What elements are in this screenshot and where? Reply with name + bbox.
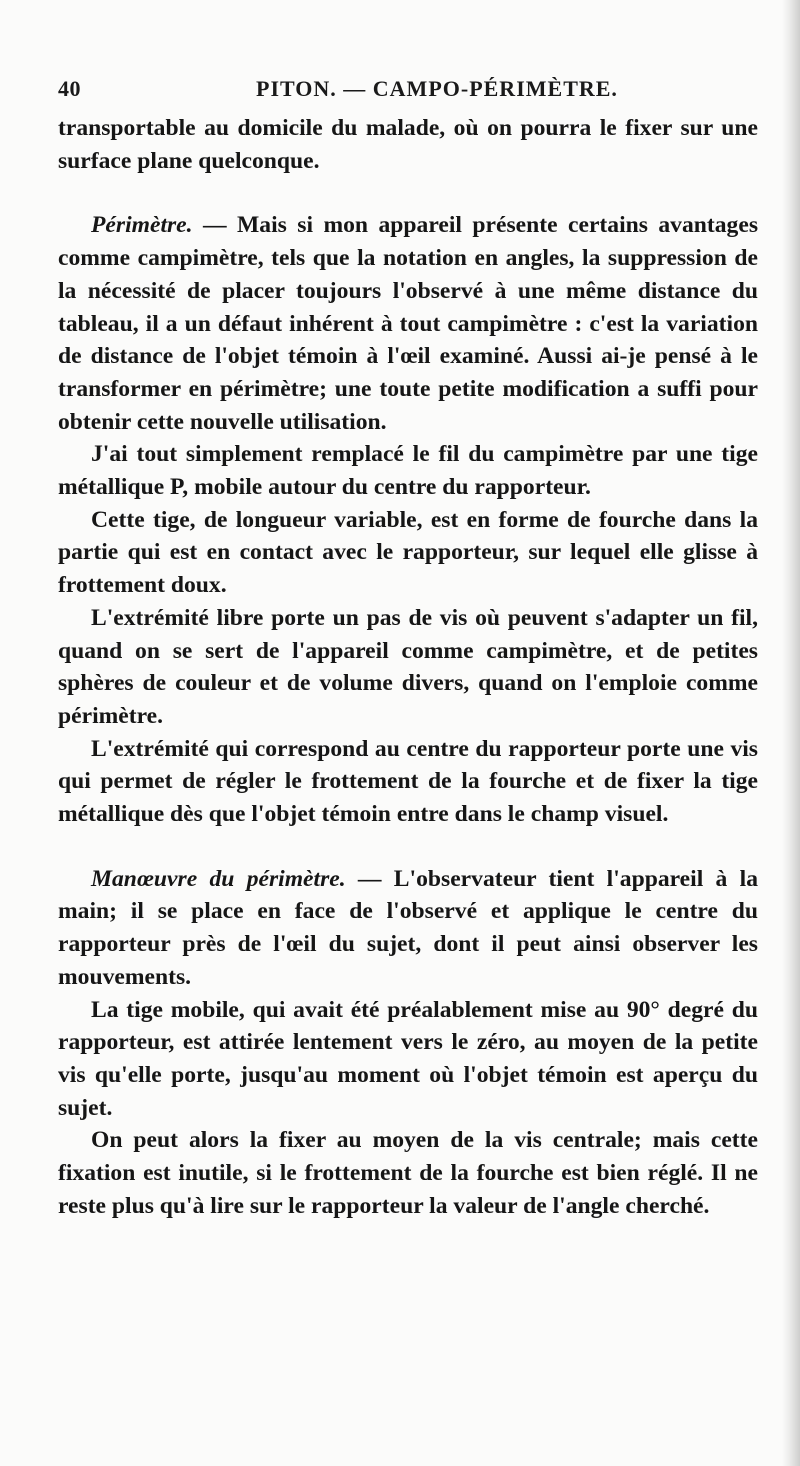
- paragraph-5: [58, 602, 758, 733]
- section-heading-manoeuvre: Manœuvre du périmètre.: [91, 865, 346, 892]
- paragraph-3-text: J'ai tout simplement remplacé le fil du campimètre par une tige métallique P, mobile autour du centre du rapporteur.: [58, 441, 758, 501]
- paragraph-9-text: On peut alors la fixer au moyen de la vis centrale; mais cette fixation est inutile, si le frottement de la fourche est bien réglé. Il ne reste plus qu'à lire sur le rapporteur la valeur de l'angle cherché.: [58, 1127, 758, 1219]
- paragraph-3: [58, 438, 758, 503]
- paragraph-6-text: L'extrémité qui correspond au centre du rapporteur porte une vis qui permet de régler le frottement de la fourche et de fixer la tige métallique dès que l'objet témoin entre dans le champ visuel.: [58, 735, 758, 828]
- paragraph-manoeuvre: [58, 863, 758, 994]
- page-header: [58, 76, 758, 106]
- paragraph-9: [58, 1124, 758, 1222]
- paragraph-8-text: La tige mobile, qui avait été préalablement mise au 90° degré du rapporteur, est attirée lentement vers le zéro, au moyen de la petite vis qu'elle porte, jusqu'au moment où l'objet témoin est aperçu du sujet.: [58, 996, 758, 1121]
- paragraph-manoeuvre-text: — L'observateur tient l'appareil à la main; il se place en face de l'observé et applique le centre du rapporteur près de l'œil du sujet, dont il peut ainsi observer les mouvements.: [58, 865, 758, 990]
- paragraph-perimetre: [58, 209, 758, 438]
- section-heading-perimetre: Périmètre.: [91, 212, 193, 239]
- paragraph-1-text: transportable au domicile du malade, où on pourra le fixer sur une surface plane quelconque.: [58, 115, 758, 174]
- page-number: 40: [58, 76, 81, 101]
- paragraph-6: [58, 733, 758, 831]
- page-edge-shadow: [782, 0, 800, 1466]
- paragraph-1: [58, 112, 758, 177]
- paragraph-4-text: Cette tige, de longueur variable, est en forme de fourche dans la partie qui est en contact avec le rapporteur, sur lequel elle glisse à frottement doux.: [58, 506, 758, 599]
- paragraph-5-text: L'extrémité libre porte un pas de vis où peuvent s'adapter un fil, quand on se sert de l'appareil comme campimètre, et de petites sphères de couleur et de volume divers, quand on l'emploie comme périmètre.: [58, 604, 758, 729]
- paragraph-perimetre-text: — Mais si mon appareil présente certains avantages comme campimètre, tels que la notation en angles, la suppression de la nécessité de placer toujours l'observé à une même distance du tableau, il a un défaut inhérent à tout campimètre : c'est la variation de distance de l'objet témoin à l'œil examiné. Aussi ai-je pensé à le transformer en périmètre; une toute petite modification a suffi pour obtenir cette nouvelle utilisation.: [58, 212, 758, 435]
- running-title: PITON. — CAMPO-PÉRIMÈTRE.: [256, 76, 618, 101]
- paragraph-8: [58, 994, 758, 1125]
- paragraph-4: [58, 504, 758, 602]
- body-text: [58, 112, 758, 1223]
